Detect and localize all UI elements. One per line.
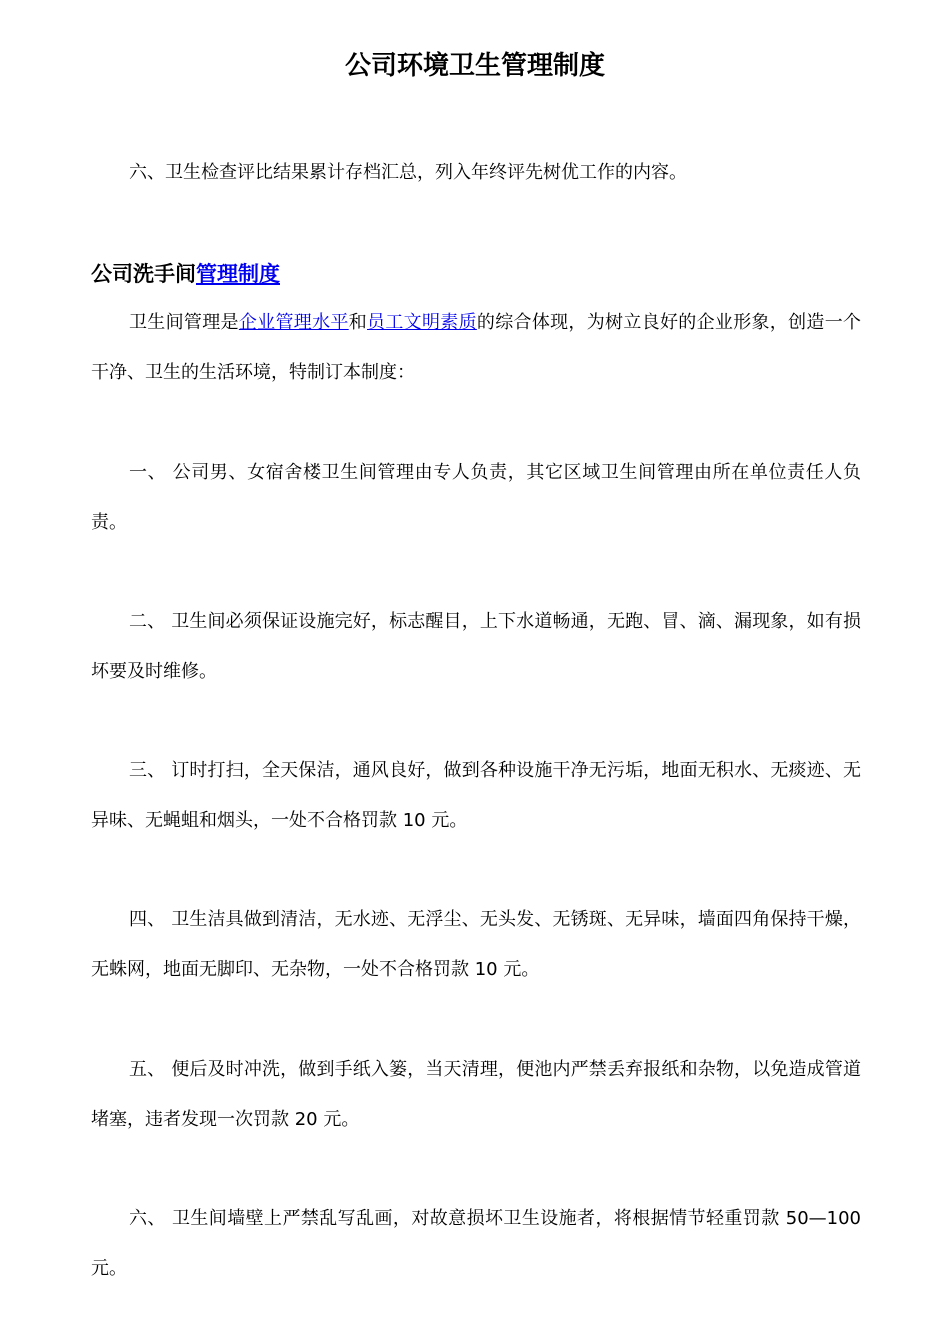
rule-item-6: 六、 卫生间墙壁上严禁乱写乱画，对故意损坏卫生设施者，将根据情节轻重罚款 50—100 元。 [91, 1208, 861, 1279]
page-title: 公司环境卫生管理制度 [344, 51, 605, 81]
section-heading-text: 公司洗手间 [91, 262, 196, 286]
employee-civility-link[interactable]: 员工文明素质 [367, 312, 477, 333]
carryover-paragraph: 六、卫生检查评比结果累计存档汇总，列入年终评先树优工作的内容。 [129, 162, 687, 183]
enterprise-management-level-link[interactable]: 企业管理水平 [238, 312, 349, 333]
intro-paragraph [91, 298, 861, 398]
section-heading [91, 252, 280, 296]
intro-text-1: 卫生间管理是 [129, 312, 239, 333]
rule-item-5: 五、 便后及时冲洗，做到手纸入篓，当天清理，便池内严禁丢弃报纸和杂物，以免造成管道堵塞，违者发现一次罚款 20 元。 [91, 1059, 861, 1130]
rule-item-3: 三、 订时打扫，全天保洁，通风良好，做到各种设施干净无污垢，地面无积水、无痰迹、无异味、无蝇蛆和烟头，一处不合格罚款 10 元。 [91, 760, 861, 831]
intro-text-2: 和 [348, 312, 368, 333]
rule-item-2: 二、 卫生间必须保证设施完好，标志醒目，上下水道畅通，无跑、冒、滴、漏现象，如有损坏要及时维修。 [91, 611, 861, 682]
rule-item-4: 四、 卫生洁具做到清洁，无水迹、无浮尘、无头发、无锈斑、无异味，墙面四角保持干燥，无蛛网，地面无脚印、无杂物，一处不合格罚款 10 元。 [91, 909, 861, 980]
management-system-link[interactable]: 管理制度 [196, 262, 280, 286]
rule-item-1: 一、 公司男、女宿舍楼卫生间管理由专人负责，其它区域卫生间管理由所在单位责任人负责。 [91, 462, 861, 533]
intro-text-3: 的综合体现，为树立良好的企业形象，创造一个干净、卫生的生活环境，特制订本制度： [91, 312, 862, 383]
